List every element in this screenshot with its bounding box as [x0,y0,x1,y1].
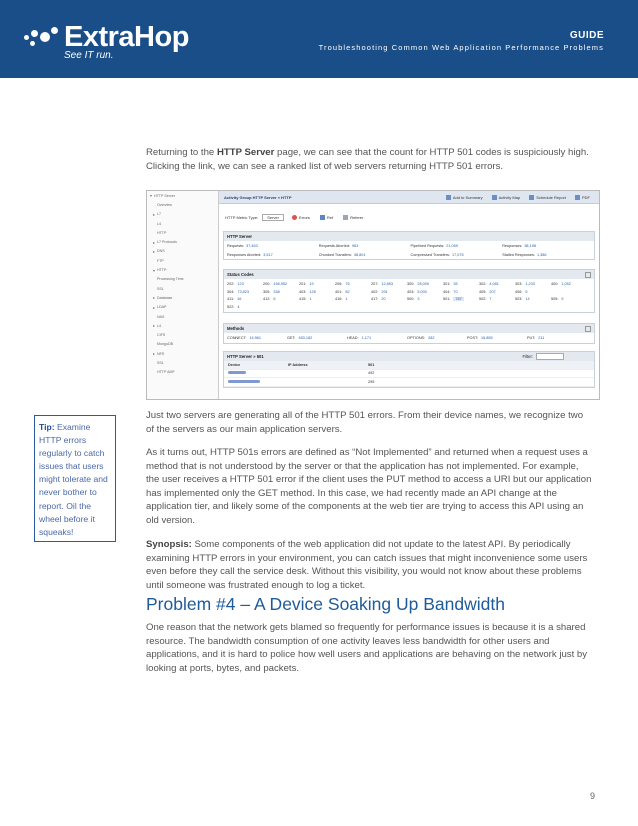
status-code-key: 200: [263,281,271,286]
tree-item[interactable] [147,228,218,237]
guide-label: GUIDE [569,30,604,41]
status-code-count-link[interactable]: 123 [237,281,244,286]
table-title: HTTP Server » 501 [227,354,264,359]
tree-item-label: CIFS [157,333,166,338]
metric-type-label: HTTP Metric Type: [225,215,259,220]
column-header-501[interactable]: 501 [368,362,375,367]
status-code-count-link[interactable]: 128 [309,289,316,294]
status-code-cell [299,282,335,286]
embedded-screenshot [146,190,600,400]
status-code-row [227,280,591,288]
calendar-icon [529,195,534,200]
error-icon [292,215,297,220]
tree-item-label: SSL [157,286,164,291]
tree-item-label: HTTP AMF [157,370,175,375]
tree-item[interactable] [147,219,218,228]
status-code-count-link[interactable]: 76 [345,281,350,286]
collapse-icon[interactable] [585,326,591,332]
status-code-count-link[interactable]: 5,000 [417,289,427,294]
status-code-cell [515,290,551,294]
status-code-count-link[interactable]: 19 [309,281,314,286]
expand-arrow-icon[interactable]: ▾ [152,267,155,273]
metric-value-link[interactable]: 1,386 [536,252,547,257]
method-count-link[interactable]: 282 [428,335,435,340]
status-code-cell [299,290,335,294]
map-icon [492,195,497,200]
status-code-cell [443,297,479,301]
header-band [0,0,638,78]
status-code-cell [551,297,587,301]
method-key: POST: [467,335,478,340]
section-title: HTTP Server [227,234,253,239]
brand-name: ExtraHop [64,21,189,53]
metric-key: Requests: [227,243,245,248]
paragraph-501-explanation: As it turns out, HTTP 501s errors are defined as “Not Implemented” and returned when a request uses a method that is not understood by the server or that the application has not implemented. For example, the user receives a HTTP 501 error if the client uses the PUT method to access a URI but our application has implemented only the GET method. In this case, we had recently made an API change at the application tier, and likely some of the components at the web tier are trying to access this API using an old version. [146,447,592,526]
add-summary-action[interactable]: Add to Summary [446,195,483,200]
status-code-key: 502: [479,297,487,302]
count-501: 492 [368,371,375,376]
tree-item-label: L7 [157,212,161,217]
status-code-count-link[interactable]: 1,052 [561,281,571,286]
status-code-cell [227,297,263,301]
status-code-key: 305: [263,289,271,294]
collapse-icon[interactable] [585,272,591,278]
activity-map-action[interactable]: Activity Map [492,195,521,200]
status-code-key: 207: [371,281,379,286]
tree-item-label: Processing Time [157,277,184,282]
status-code-cell [515,297,551,301]
tree-item[interactable] [147,349,218,358]
intro-bold: HTTP Server [216,147,275,158]
table-header [224,361,594,370]
status-code-key: 501: [443,297,451,302]
status-code-key: 403: [299,289,307,294]
status-code-count-link[interactable]: 35 [453,281,458,286]
status-code-key: 500: [407,297,415,302]
table-row[interactable] [224,378,594,387]
status-code-count-link[interactable]: 4,081 [489,281,499,286]
tree-item[interactable] [147,330,218,339]
status-code-cell [227,282,263,286]
expand-arrow-icon[interactable]: ▾ [149,193,152,199]
metric-key: Chunked Transfers: [318,252,352,257]
tree-item[interactable] [147,368,218,377]
expand-arrow-icon[interactable]: ▸ [152,351,155,357]
tree-item[interactable] [147,275,218,284]
redacted-device-name [228,371,246,374]
servers-501-table [223,351,595,388]
method-count-link[interactable]: 1,171 [361,335,372,340]
column-header-ip[interactable]: IP Address [288,362,308,367]
status-code-row [227,303,591,311]
expand-arrow-icon[interactable]: ▸ [152,248,155,254]
status-code-count-link[interactable]: 14 [525,297,530,302]
status-codes-grid [224,279,594,312]
metric-value-link[interactable]: 963 [352,243,359,248]
status-code-cell [479,290,515,294]
status-code-key: 503: [515,297,523,302]
status-code-key: 415: [299,297,307,302]
method-cell [227,336,287,340]
method-key: CONNECT: [227,335,247,340]
document-subtitle: Troubleshooting Common Web Application Performance Problems [318,43,604,52]
metric-cell [502,244,594,248]
tip-box [34,415,116,542]
intro-paragraph [146,146,593,173]
method-count-link[interactable]: 16,855 [480,335,493,340]
metric-key: Compressed Transfers: [410,252,450,257]
method-cell [347,336,407,340]
status-code-cell [371,282,407,286]
status-code-count-link[interactable]: 12,853 [381,281,394,286]
status-code-cell [263,290,299,294]
tip-label: Tip: [39,422,55,432]
status-code-cell [263,282,299,286]
status-code-cell [515,282,551,286]
status-code-cell [551,282,587,286]
metric-cell [227,253,319,257]
status-code-count-link[interactable]: 28,000 [417,281,430,286]
tree-item-label: Overview [157,202,172,207]
redacted-device-name [228,380,260,383]
paragraph-bandwidth: One reason that the network gets blamed so frequently for performance issues is because it is a shared resource. The bandwidth consumption of one activity leaves less bandwidth for other users and applications, and it is hard to police how well users and applications are behaving on the network just by looking at ports, bytes, and packets. [146,622,588,674]
intro-text-a: Returning to the [146,147,217,158]
status-code-count-link[interactable]: 16 [237,297,242,302]
paragraph-two-servers: Just two servers are generating all of the HTTP 501 errors. From their device names, we recognize two of the servers as our main application servers. [146,410,584,435]
method-key: HEAD: [347,335,359,340]
status-code-count-link[interactable]: 787 [455,297,462,302]
expand-arrow-icon[interactable]: ▸ [152,323,155,329]
pdf-action[interactable]: PDF [575,195,590,200]
methods-section [223,323,595,344]
status-code-count-link[interactable]: 3 [417,297,420,302]
tree-item-label: NAS [157,314,165,319]
status-code-key: 401: [335,289,343,294]
http-server-metrics [224,241,594,259]
status-code-cell [335,290,371,294]
expand-arrow-icon[interactable]: ▸ [152,295,155,301]
tree-item-label: MongoDB [157,342,173,347]
metric-cell [227,244,319,248]
section-title: Methods [227,326,245,331]
method-cell [287,336,347,340]
status-code-key: 411: [227,297,235,302]
status-code-key: 206: [335,281,343,286]
section-title: Status Codes [227,272,254,277]
status-code-cell [371,290,407,294]
column-header-device[interactable]: Device [228,362,241,367]
metric-cell [319,253,411,257]
metric-value-link[interactable]: 38,801 [353,252,366,257]
status-code-cell [299,297,335,301]
status-code-key: 404: [443,289,451,294]
metric-cell [411,244,503,248]
tree-item[interactable] [147,200,218,209]
status-code-key: 522: [227,305,235,310]
metric-key: Responses Aborted: [227,252,262,257]
tree-item[interactable] [147,340,218,349]
tree-item[interactable] [147,265,218,274]
tree-item-label: NFS [157,351,165,356]
method-count-link[interactable]: 453,182 [298,335,313,340]
navigation-tree [147,191,219,399]
status-code-cell [335,282,371,286]
metric-value-link[interactable]: 17,075 [451,252,464,257]
synopsis-label: Synopsis: [146,539,192,550]
tree-item[interactable] [147,358,218,367]
status-code-count-link[interactable]: 1,233 [525,281,535,286]
status-code-cell [263,297,299,301]
status-code-key: 405: [479,289,487,294]
filter-label: Filter: [522,354,533,359]
method-count-link[interactable]: 14,961 [249,335,262,340]
tree-item[interactable] [147,191,218,200]
methods-grid [224,333,594,343]
metric-key: Requests Aborted: [318,243,350,248]
status-code-key: 416: [335,297,343,302]
expand-arrow-icon[interactable]: ▸ [152,304,155,310]
status-code-key: 402: [371,289,379,294]
intro-text-b: page, we can see that the count for HTTP 501 codes is suspiciously high. Clicking the link, we can see a ranked list of web servers returning HTTP 501 errors. [146,147,589,172]
status-code-count-link[interactable]: 6 [273,297,276,302]
status-code-count-link[interactable]: 9 [561,297,564,302]
expand-arrow-icon[interactable]: ▸ [152,239,155,245]
referer-icon [343,215,348,220]
tree-item[interactable] [147,256,218,265]
status-code-count-link[interactable]: 5 [525,289,528,294]
metric-value-link[interactable]: 37,463 [246,243,258,248]
status-code-cell [443,282,479,286]
status-code-key: 403: [407,289,415,294]
status-code-key: 412: [263,297,271,302]
tree-item-label: DNS [157,249,165,254]
tree-item-label: L7 Protocols [157,240,177,245]
metric-cell [502,253,594,257]
status-code-count-link[interactable]: 73,823 [237,289,250,294]
synopsis-text: Some components of the web application did not update to the latest API. By periodically examining HTTP errors in your environment, you can catch issues that might inconvenience some users even before they call the service desk. Without this visibility, you would not know about these problems until someone was frustrated enough to log a ticket. [146,539,588,591]
status-codes-section [223,269,595,313]
status-code-cell [407,282,443,286]
referer-link[interactable]: Referer [343,215,363,220]
metric-type-row [225,214,373,221]
problem-4-heading: Problem #4 – A Device Soaking Up Bandwidth [146,594,505,614]
status-code-count-link[interactable]: 1 [345,297,348,302]
tree-item-label: HTTP [157,230,167,235]
page-number: 9 [590,791,596,801]
filter-input[interactable] [536,353,564,360]
metric-value-link[interactable]: 21,059 [446,243,458,248]
metric-key: Pipelined Requests: [410,243,445,248]
synopsis-paragraph [146,538,593,592]
ref-link[interactable]: Ref [320,215,333,220]
tree-item[interactable] [147,284,218,293]
count-501: 295 [368,379,375,384]
errors-link[interactable]: Errors [292,215,310,220]
metric-value-link[interactable]: 3,517 [263,252,273,257]
tree-item[interactable] [147,210,218,219]
status-code-cell [407,297,443,301]
schedule-report-action[interactable]: Schedule Report [529,195,566,200]
status-code-count-link[interactable]: 7 [489,297,492,302]
status-code-key: 406: [515,289,523,294]
status-code-key: 303: [515,281,523,286]
metric-row [224,241,594,250]
method-row [227,334,591,342]
status-code-key: 202: [227,281,235,286]
status-code-cell [227,290,263,294]
metric-key: Responses: [502,243,523,248]
screenshot-toolbar [219,191,599,204]
tree-item-label: L4 [157,221,161,226]
tree-item-label: SSL [157,360,164,365]
status-code-key: 400: [551,281,559,286]
status-code-key: 201: [299,281,307,286]
table-row[interactable] [224,370,594,379]
status-code-count-link[interactable]: 1 [309,297,312,302]
method-key: GET: [287,335,296,340]
method-key: PUT: [527,335,536,340]
metric-value-link[interactable]: 38,198 [524,243,536,248]
status-code-row [227,296,591,304]
status-code-cell [443,290,479,294]
method-cell [467,336,527,340]
tree-item[interactable] [147,303,218,312]
metric-row [224,250,594,259]
status-code-count-link[interactable]: 82 [345,289,350,294]
http-server-section [223,231,595,260]
status-code-count-link[interactable]: 20 [381,297,386,302]
method-key: OPTIONS: [407,335,426,340]
status-code-key: 302: [479,281,487,286]
logo-dots-icon [22,22,60,52]
pdf-icon [575,195,580,200]
status-code-cell [335,297,371,301]
status-code-count-link[interactable]: 70 [453,289,458,294]
tree-item-label: HTTP Server [154,193,175,198]
status-code-cell [479,282,515,286]
metric-key: Stalled Responses: [502,252,535,257]
status-code-cell [479,297,515,301]
metric-cell [319,244,411,248]
method-cell [407,336,467,340]
tree-item-label: HTTP [157,268,167,273]
tree-item[interactable] [147,293,218,302]
status-code-key: 505: [551,297,559,302]
tip-text: Examine HTTP errors regularly to catch issues that users might tolerate and never bother to report. Oil the wheel before it squeaks! [39,422,108,537]
status-code-key: 300: [407,281,415,286]
status-code-count-link[interactable]: 291 [381,289,388,294]
status-code-count-link[interactable]: 207 [489,289,496,294]
tree-item-label: Database [157,295,173,300]
tree-item[interactable] [147,321,218,330]
status-code-count-link[interactable]: 156,952 [273,281,288,286]
extrahop-logo [22,22,189,52]
tree-item[interactable] [147,312,218,321]
status-code-key: 304: [227,289,235,294]
expand-arrow-icon[interactable]: ▸ [152,211,155,217]
tree-item-label: LDAP [157,305,167,310]
status-code-key: 301: [443,281,451,286]
status-code-cell [407,290,443,294]
tree-item-label: L4 [157,323,161,328]
status-code-cell [371,297,407,301]
tree-item-label: FTP [157,258,164,263]
metric-type-select[interactable]: Server [262,214,284,221]
metric-cell [411,253,503,257]
status-code-key: 417: [371,297,379,302]
method-count-link[interactable]: 211 [538,335,545,340]
brand-tagline: See IT run. [64,50,114,61]
activity-group-title: Activity Group HTTP Server » HTTP [224,194,292,200]
tree-item[interactable] [147,237,218,246]
plus-icon [446,195,451,200]
tree-item[interactable] [147,247,218,256]
ref-icon [320,215,325,220]
status-code-count-link[interactable]: 338 [273,289,280,294]
status-code-row [227,288,591,296]
status-code-cell [227,305,263,309]
status-code-count-link[interactable]: 4 [237,305,240,310]
method-cell [527,336,587,340]
